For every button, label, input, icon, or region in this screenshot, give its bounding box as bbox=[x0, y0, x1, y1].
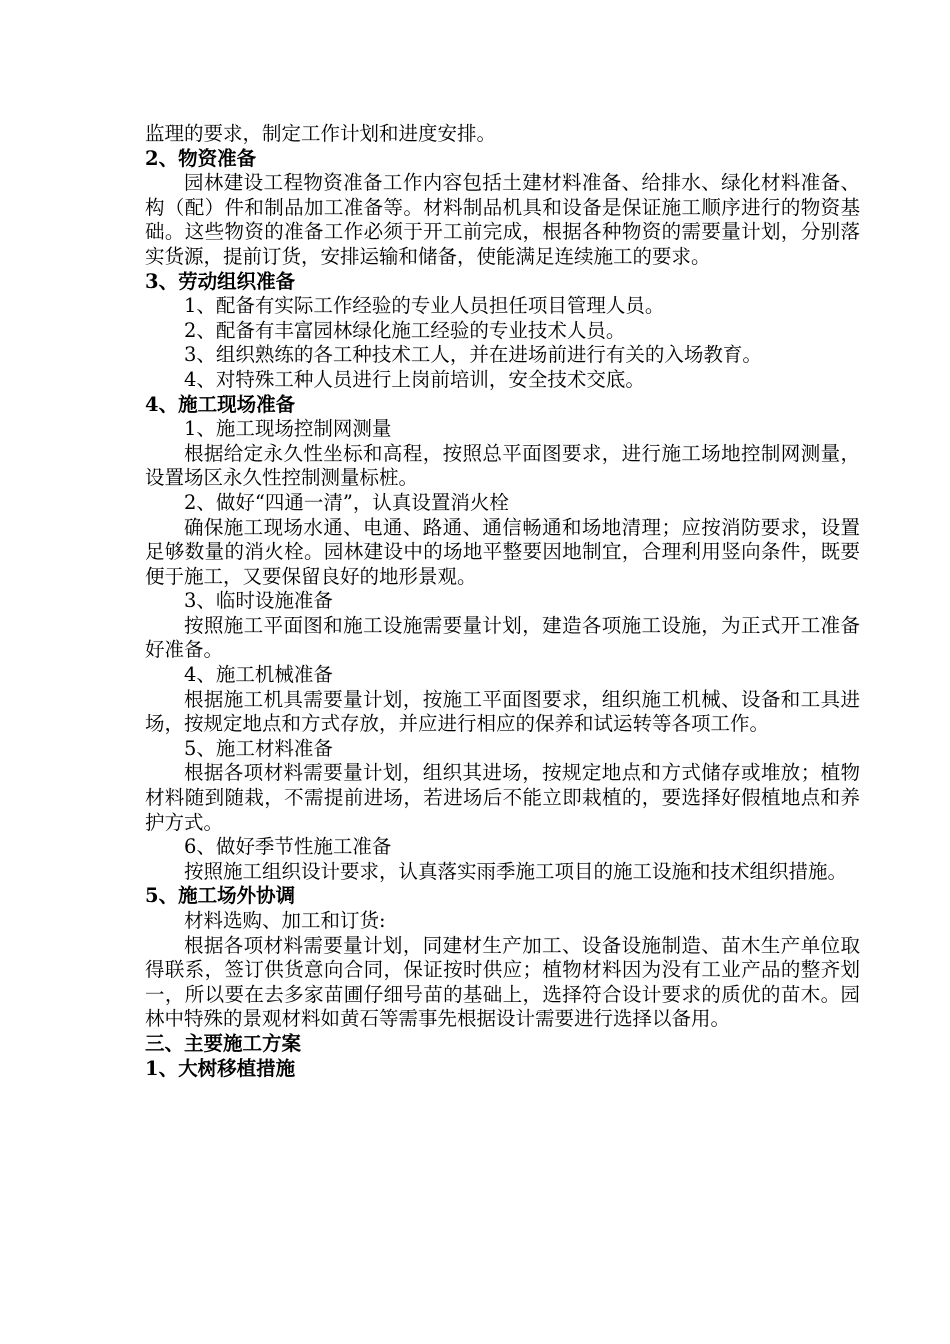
paragraph-site-6: 按照施工组织设计要求，认真落实雨季施工项目的施工设施和技术组织措施。 bbox=[184, 859, 848, 883]
paragraph-site-3: 按照施工平面图和施工设施需要量计划，建造各项施工设施，为正式开工准备好准备。 bbox=[145, 613, 860, 662]
subheading-coordination: 材料选购、加工和订货: bbox=[184, 909, 386, 932]
heading-labor: 3、劳动组织准备 bbox=[145, 269, 296, 293]
paragraph-site-4: 根据施工机具需要量计划，按施工平面图要求，组织施工机械、设备和工具进场，按规定地点和方式存放，并应进行相应的保养和试运转等各项工作。 bbox=[145, 687, 860, 736]
heading-tree-transplant: 1、大树移植措施 bbox=[145, 1056, 296, 1080]
subheading-site-3: 3、临时设施准备 bbox=[184, 589, 333, 613]
document-page bbox=[145, 122, 860, 1081]
list-item: 3、组织熟练的各工种技术工人，并在进场前进行有关的入场教育。 bbox=[184, 343, 762, 367]
heading-materials: 2、物资准备 bbox=[145, 146, 257, 170]
heading-main-plan: 三、主要施工方案 bbox=[145, 1031, 302, 1055]
subheading-site-1: 1、施工现场控制网测量 bbox=[184, 417, 392, 441]
paragraph-site-2: 确保施工现场水通、电通、路通、通信畅通和场地清理；应按消防要求，设置足够数量的消火栓。园林建设中的场地平整要因地制宜，合理利用竖向条件，既要便于施工，又要保留良好的地形景观。 bbox=[145, 515, 860, 588]
list-item: 4、对特殊工种人员进行上岗前培训，安全技术交底。 bbox=[184, 367, 645, 391]
list-item: 2、配备有丰富园林绿化施工经验的专业技术人员。 bbox=[184, 318, 626, 342]
paragraph-continuation: 监理的要求，制定工作计划和进度安排。 bbox=[145, 122, 497, 145]
subheading-site-2: 2、做好“四通一清”，认真设置消火栓 bbox=[184, 490, 509, 514]
list-item: 1、配备有实际工作经验的专业人员担任项目管理人员。 bbox=[184, 294, 665, 318]
heading-site: 4、施工现场准备 bbox=[145, 392, 296, 416]
subheading-site-6: 6、做好季节性施工准备 bbox=[184, 835, 392, 859]
paragraph-materials: 园林建设工程物资准备工作内容包括土建材料准备、给排水、绿化材料准备、构（配）件和制品加工准备等。材料制品机具和设备是保证施工顺序进行的物资基础。这些物资的准备工作必须于开工前完成，根据各种物资的需要量计划，分别落实货源，提前订货，安排运输和储备，使能满足连续施工的要求。 bbox=[145, 171, 860, 268]
heading-coordination: 5、施工场外协调 bbox=[145, 884, 296, 908]
subheading-site-5: 5、施工材料准备 bbox=[184, 736, 333, 760]
subheading-site-4: 4、施工机械准备 bbox=[184, 663, 333, 687]
paragraph-site-5: 根据各项材料需要量计划，组织其进场，按规定地点和方式储存或堆放；植物材料随到随栽，不需提前进场，若进场后不能立即栽植的，要选择好假植地点和养护方式。 bbox=[145, 761, 860, 834]
paragraph-site-1: 根据给定永久性坐标和高程，按照总平面图要求，进行施工场地控制网测量，设置场区永久性控制测量标桩。 bbox=[145, 441, 860, 490]
paragraph-coordination: 根据各项材料需要量计划，同建材生产加工、设备设施制造、苗木生产单位取得联系，签订供货意向合同，保证按时供应；植物材料因为没有工业产品的整齐划一，所以要在去多家苗圃仔细号苗的基础上，选择符合设计要求的质优的苗木。园林中特殊的景观材料如黄石等需事先根据设计需要进行选择以备用。 bbox=[145, 933, 860, 1031]
